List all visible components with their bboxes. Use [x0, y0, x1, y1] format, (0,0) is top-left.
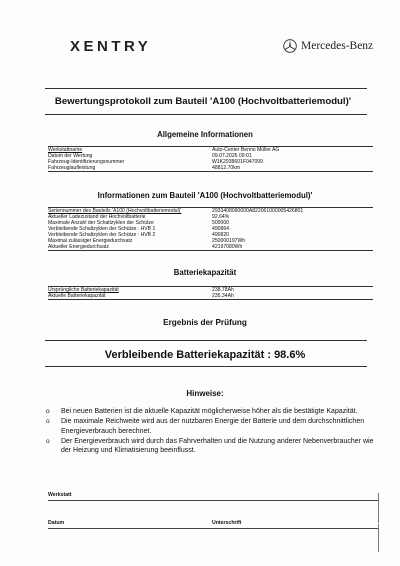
header-top-rule: [45, 88, 367, 89]
row-label: Fahrzeug-Identifizierungsnummer: [48, 159, 125, 165]
table-row: [48, 293, 373, 299]
document-title: Bewertungsprotokoll zum Bauteil 'A100 (Hochvoltbatteriemodul)': [54, 96, 352, 107]
row-value: 490864: [212, 226, 229, 232]
result-top-rule: [45, 340, 367, 341]
table-row: [48, 244, 373, 250]
row-value: 238.78Ah: [212, 287, 234, 293]
row-label: Aktueller Energiedurchsatz: [48, 244, 109, 250]
row-label: Fahrzeuglaufleistung: [48, 165, 96, 171]
date-label: Datum: [48, 520, 65, 526]
list-item: [46, 407, 376, 417]
list-item: [46, 417, 376, 436]
row-value: 92.64%: [212, 214, 230, 220]
hint-text: Bei neuen Batterien ist die aktuelle Kapazität möglicherweise höher als die bestätigte Kapazität.: [61, 408, 358, 415]
row-value: W1K2938601F047099: [212, 159, 263, 165]
remaining-capacity-result: Verbleibende Batteriekapazität : 98.6%: [104, 349, 306, 361]
xentry-logo: XENTRY: [70, 38, 152, 55]
hints-list: [46, 407, 376, 456]
workshop-label: Werkstatt: [48, 492, 72, 498]
row-label: Aktueller Ladezustand der Hochvoltbatterie: [48, 214, 146, 220]
result-bottom-rule: [45, 366, 367, 367]
mercedes-benz-logo: [283, 39, 373, 53]
row-value: 250000197Wh: [212, 238, 246, 244]
row-label: Maximale Anzahl der Schaltzyklen der Schütze: [48, 220, 154, 226]
signature-label: Unterschrift: [212, 520, 242, 526]
row-value: Auto-Center Benno Müller AG: [212, 147, 280, 153]
bullet-marker: o: [46, 437, 50, 445]
bullet-marker: o: [46, 418, 50, 426]
mercedes-benz-wordmark: Mercedes-Benz: [301, 40, 374, 52]
row-value: 42197080Wh: [212, 244, 243, 250]
component-info-heading: Informationen zum Bauteil 'A100 (Hochvoltbatteriemodul)': [97, 191, 313, 200]
general-info-table: [48, 146, 373, 172]
hints-heading: Hinweise:: [186, 389, 224, 398]
general-info-heading: Allgemeine Informationen: [157, 130, 253, 139]
mercedes-star-icon: [283, 39, 297, 53]
row-value: 235.34Ah: [212, 293, 234, 299]
row-value: 48812.70km: [212, 165, 241, 171]
result-heading: Ergebnis der Prüfung: [163, 318, 247, 327]
row-value: 500000: [212, 220, 229, 226]
capacity-table: [48, 286, 373, 300]
capacity-heading: Batteriekapazität: [173, 268, 237, 277]
row-label: Verbleibende Schaltzyklen der Schütze : HVB 1: [48, 226, 156, 232]
row-value: 490820: [212, 232, 229, 238]
row-label: Ursprüngliche Batteriekapazität: [48, 287, 119, 293]
row-label: Maximal zulässiger Energiedurchsatz: [48, 238, 133, 244]
signature-box-edge: [378, 493, 379, 523]
row-label: Werkstattname: [48, 147, 83, 153]
date-signature-line: [48, 528, 378, 529]
component-info-table: [48, 207, 373, 251]
row-label: Datum der Wertung: [48, 153, 93, 159]
header-bottom-rule: [45, 114, 367, 115]
signature-box-edge: [378, 524, 379, 552]
row-label: Aktuelle Batteriekapazität: [48, 293, 106, 299]
row-value: 09.07.2026 09:01: [212, 153, 252, 159]
bullet-marker: o: [46, 408, 50, 415]
row-value: 2933408090000A822061000005426801: [212, 208, 304, 214]
workshop-line: [48, 500, 378, 501]
row-label: Verbleibende Schaltzyklen der Schütze : HVB 2: [48, 232, 156, 238]
hint-text: Der Energieverbrauch wird durch das Fahrverhalten und die Nutzung anderer Nebenverbraucher wie der Heizung und Klimatisierung beeinflusst.: [61, 437, 374, 455]
row-label: Seriennummer des Bauteils 'A100 (Hochvoltbatteriemodul)': [48, 208, 182, 214]
list-item: [46, 437, 376, 456]
hint-text: Die maximale Reichweite wird aus der nutzbaren Energie der Batterie und dem durchschnittlichen Energieverbrauch berechnet.: [61, 418, 365, 435]
table-row: [48, 165, 373, 171]
